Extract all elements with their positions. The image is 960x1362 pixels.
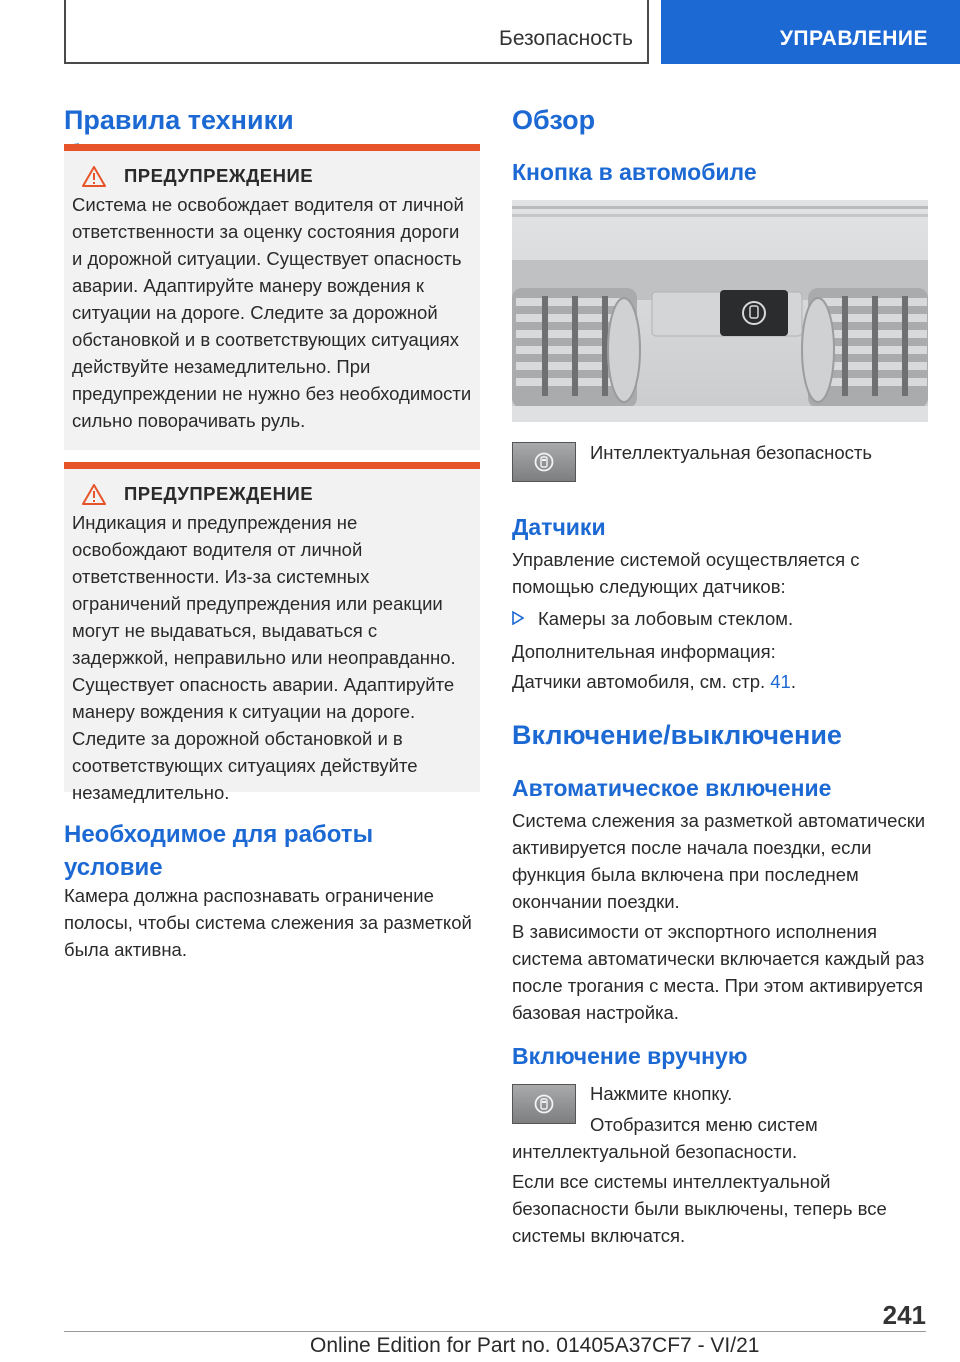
- warning-label: ПРЕДУПРЕЖДЕНИЕ: [124, 165, 314, 186]
- warning-box-2: [64, 462, 480, 803]
- intelligent-safety-icon: [534, 452, 554, 472]
- button-caption: Интеллектуальная безопасность: [590, 442, 872, 463]
- header-chapter-label: УПРАВЛЕНИЕ: [779, 27, 928, 50]
- requirement-title-line2: условие: [64, 854, 163, 881]
- footer-edition: Online Edition for Part no. 01405A37CF7 - VI/21: [310, 1334, 760, 1357]
- sensors-intro: Управление системой осуществляется с помощью следующих датчиков:: [512, 549, 860, 597]
- sensors-list-item: [512, 605, 793, 634]
- onoff-title: Включение/выключение: [512, 720, 842, 750]
- manual-step-2: Отобразится меню систем интеллектуальной безопасности.: [512, 1114, 818, 1162]
- warning-box-1: [64, 144, 480, 450]
- warning-label: ПРЕДУПРЕЖДЕНИЕ: [124, 483, 314, 504]
- intelligent-safety-button-icon: [512, 442, 576, 482]
- header-chapter-tab[interactable]: [661, 0, 960, 64]
- auto-on-text-2: В зависимости от экспортного исполнения система автоматически включается каждый раз после трогания с места. При этом активируется базовая настройка.: [512, 921, 925, 1023]
- dashboard-button-photo: [512, 200, 928, 422]
- sensors-title: Датчики: [512, 514, 606, 540]
- warning-text: Индикация и предупреждения не освобождают водителя от личной ответственности. Из-за системных ограничений предупреждения или реакции могут не выдаваться, выдаваться с задержкой, неправильно или неоправданно. Существует опасность аварии. Адаптируйте манеру вождения к ситуации на дороге. Следите за дорожной обстановкой и в соответствующих ситуациях действуйте незамедлительно.: [72, 512, 456, 803]
- button-in-car-title: Кнопка в автомобиле: [512, 159, 757, 185]
- auto-on-title: Автоматическое включение: [512, 775, 832, 801]
- page-number: 241: [882, 1300, 926, 1330]
- header-section-tab: [64, 0, 649, 64]
- sensors-ref-prefix: Датчики автомобиля, см. стр.: [512, 671, 766, 692]
- manual-text: Если все системы интеллектуальной безопасности были выключены, теперь все системы включатся.: [512, 1171, 887, 1246]
- sensors-reference: [512, 668, 796, 695]
- requirement-title: [64, 818, 480, 884]
- warning-text: Система не освобождает водителя от личной ответственности за оценку состояния дороги и дорожной ситуации. Существует опасность аварии. Адаптируйте манеру вождения к ситуации на дороге. Следите за дорожной обстановкой и в соответствующих ситуациях действуйте незамедлительно. При предупреждении не нужно без необходимости сильно поворачивать руль.: [72, 194, 472, 431]
- requirement-title-line1: Необходимое для работы: [64, 821, 374, 848]
- sensors-ref-suffix: .: [790, 671, 796, 692]
- requirement-text: Камера должна распознавать ограничение полосы, чтобы система слежения за разметкой была активна.: [64, 885, 472, 960]
- more-info-label: Дополнительная информация:: [512, 641, 776, 662]
- warning-triangle-icon: [82, 166, 106, 187]
- footer-divider: [64, 1331, 926, 1332]
- page-41-link[interactable]: 41: [770, 671, 791, 692]
- triangle-right-icon: [512, 607, 538, 634]
- overview-title: Обзор: [512, 105, 596, 135]
- warning-triangle-icon: [82, 484, 106, 505]
- manual-on-title: Включение вручную: [512, 1043, 748, 1069]
- header-section-label: Безопасность: [499, 27, 633, 50]
- sensors-item-text: Камеры за лобовым стеклом.: [538, 608, 794, 629]
- manual-step-1: Нажмите кнопку.: [590, 1083, 733, 1104]
- safety-rules-title: Правила техники: [64, 105, 294, 135]
- auto-on-text-1: Система слежения за разметкой автоматически активируется после начала поездки, если функция была включена при последнем окончании поездки.: [512, 810, 926, 912]
